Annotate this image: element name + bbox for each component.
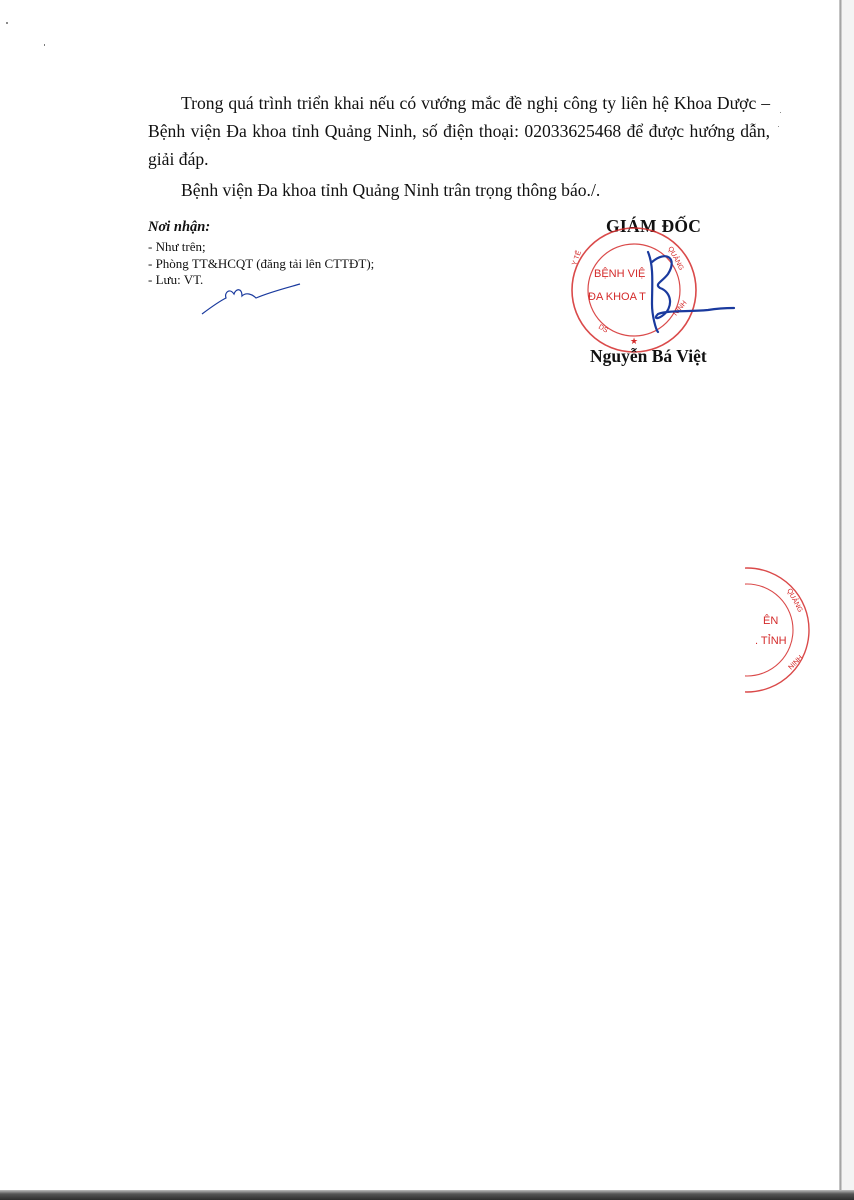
body-paragraph-closing: Bệnh viện Đa khoa tỉnh Quảng Ninh trân trọng thông báo./. (181, 180, 601, 200)
scan-speck (44, 44, 45, 46)
partial-seal-ring-top: QUẢNG (785, 587, 804, 614)
scan-edge-bottom (0, 1190, 854, 1200)
signer-title: GIÁM ĐỐC (606, 216, 702, 236)
seal-star-icon: ★ (630, 337, 639, 347)
recipient-item: - Phòng TT&HCQT (đăng tải lên CTTĐT); (148, 255, 375, 271)
scan-speck (778, 126, 779, 127)
seal-text-line2: ĐA KHOA T (588, 291, 646, 303)
seal-ring-ds: DS (597, 323, 609, 335)
scan-edge-right (839, 0, 842, 1200)
partial-seal-stamp (745, 566, 825, 696)
partial-seal-line1: ÊN (763, 615, 779, 627)
partial-seal-line2: . TỈNH (755, 635, 787, 647)
scan-speck (6, 22, 8, 24)
seal-ring-left: Y TẾ (571, 249, 584, 267)
body-paragraph-contact: Trong quá trình triển khai nếu có vướng mắc đề nghị công ty liên hệ Khoa Dược – Bệnh viện Đa khoa tỉnh Quảng Ninh, số điện thoại: 02033625468 để được hướng dẫn, giải đáp. (148, 93, 770, 169)
recipients-heading: Nơi nhận: (148, 219, 211, 235)
scan-edge-right-margin (842, 0, 854, 1200)
recipient-item: - Lưu: VT. (148, 272, 204, 287)
seal-ring-top: QUẢNG (666, 245, 685, 272)
partial-seal-ring-bottom: NINH (787, 654, 805, 672)
seal-ring-bottom: NINH (672, 299, 689, 318)
initial-signature-mark (196, 280, 306, 320)
scan-speck (780, 112, 781, 113)
seal-text-line1: BỆNH VIỆ (594, 268, 646, 280)
handwritten-signature (608, 246, 738, 336)
recipient-item: - Như trên; (148, 239, 206, 254)
signer-name: Nguyễn Bá Việt (590, 346, 707, 366)
